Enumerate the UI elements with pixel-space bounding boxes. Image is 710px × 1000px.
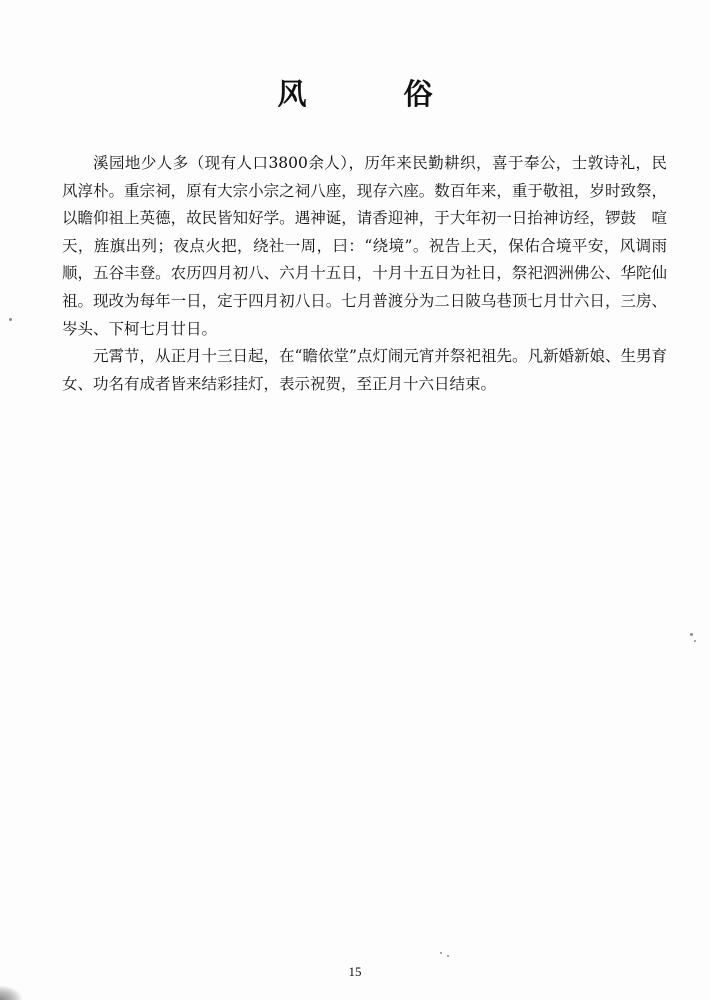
paragraph-customs: 溪园地少人多（现有人口3800余人），历年来民勤耕织，喜于奉公，士敦诗礼，民风淳朴。重宗祠，原有大宗小宗之祠八座，现存六座。数百年来，重于敬祖，岁时致祭，以瞻仰祖上英德，故民皆知好学。遇神诞，请香迎神，于大年初一日抬神访经，锣鼓 喧天，旌旗出列；夜点火把，绕社一周，曰：“绕境”。祝告上天，保佑合境平安，风调雨顺，五谷丰登。农历四月初八、六月十五日，十月十五日为社日，祭祀泗洲佛公、华陀仙祖。现改为每年一日，定于四月初八日。七月普渡分为二日陂乌巷顶七月廿六日，三房、岑头、下柯七月廿日。 xyxy=(62,154,667,338)
paragraph-lantern-festival: 元霄节，从正月十三日起，在“瞻依堂”点灯闹元宵并祭祀祖先。凡新婚新娘、生男育女、功名有成者皆来结彩挂灯，表示祝贺，至正月十六日结束。 xyxy=(62,347,667,393)
scan-speck xyxy=(440,952,442,954)
scan-corner-blot xyxy=(0,986,22,1000)
scan-speck xyxy=(690,633,693,636)
scan-speck xyxy=(9,318,12,321)
page-number: 15 xyxy=(348,964,362,979)
scan-speck xyxy=(447,955,449,957)
body-text xyxy=(62,150,667,398)
scan-speck xyxy=(694,640,696,642)
page-title: 风 俗 xyxy=(277,77,467,111)
